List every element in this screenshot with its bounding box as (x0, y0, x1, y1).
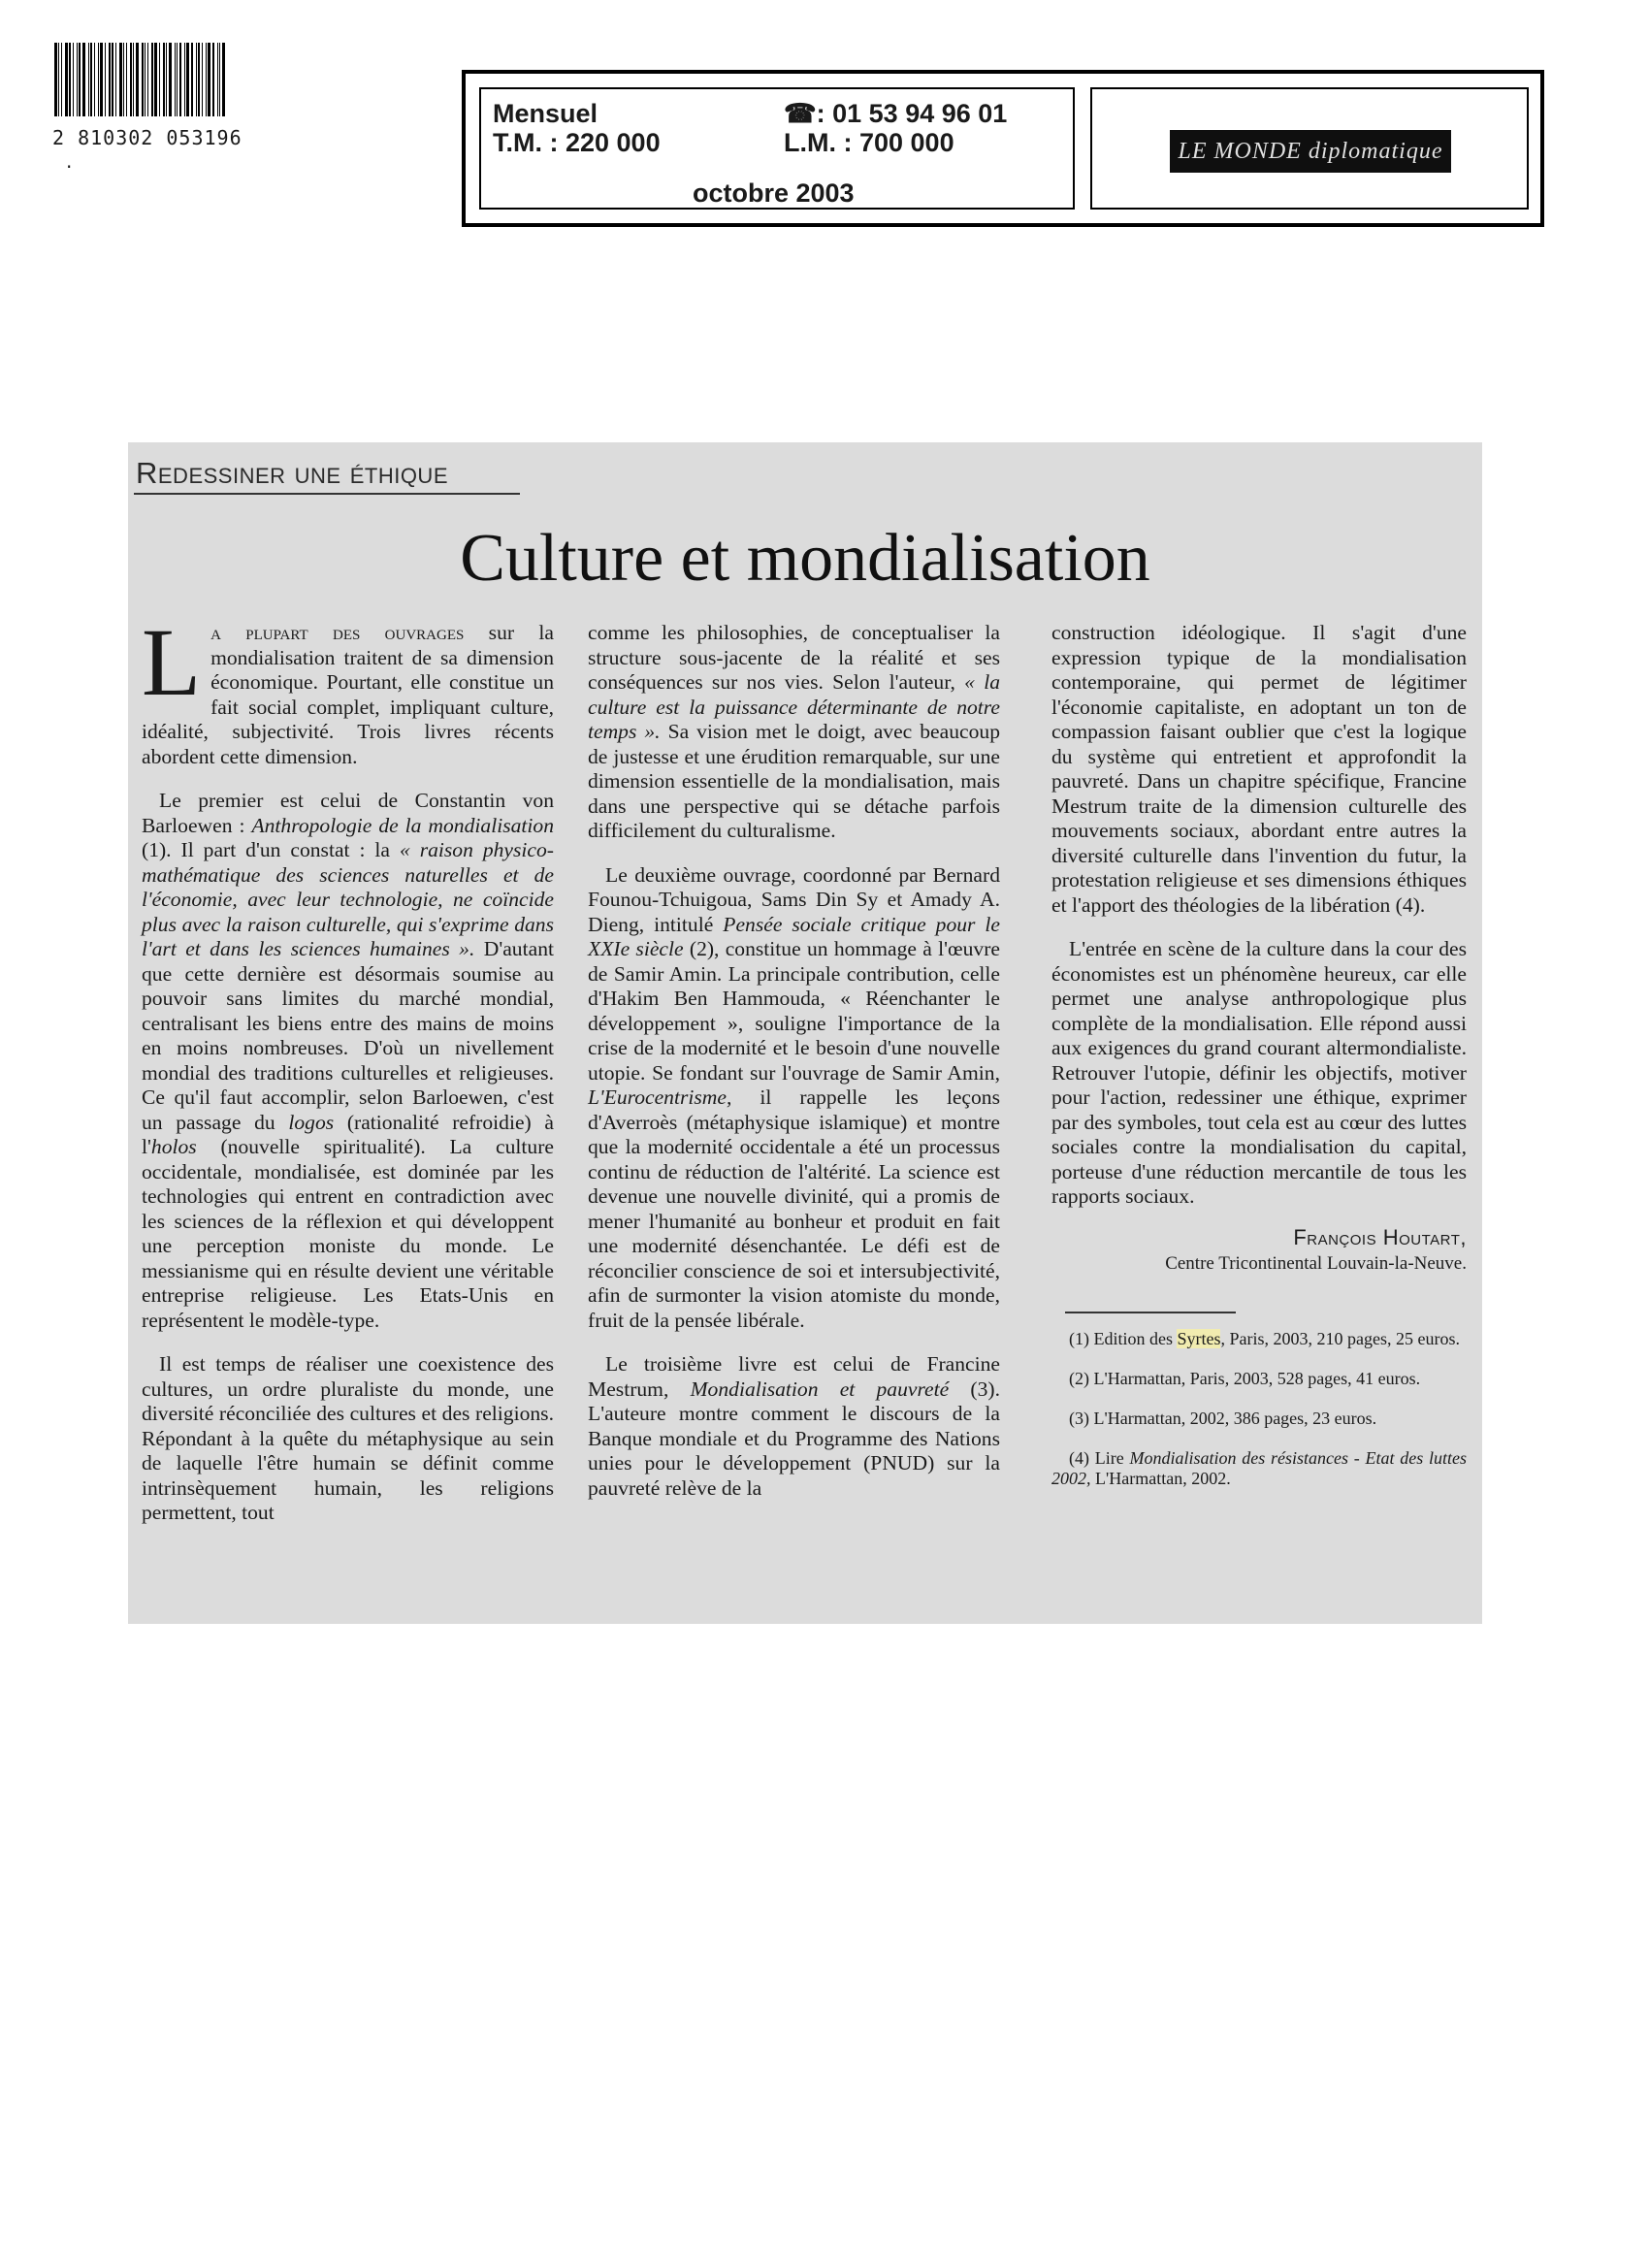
barcode-mark: · (66, 155, 73, 178)
barcode-bar (109, 43, 111, 116)
barcode-bar (175, 43, 176, 116)
section-kicker: Redessiner une éthique (136, 456, 448, 490)
barcode-bar (196, 43, 197, 116)
footnote-3: (3) L'Harmattan, 2002, 386 pages, 23 euros. (1069, 1408, 1377, 1428)
barcode-bar (179, 43, 181, 116)
frequency: Mensuel (493, 99, 598, 128)
barcode-bar (154, 43, 157, 116)
barcode-bar (151, 43, 153, 116)
barcode-bar (166, 43, 167, 116)
barcode-bar (163, 43, 165, 116)
paragraph-ideological: construction idéologique. Il s'agit d'une expression typique de la mondialisation contemporaine, qui permet de légitimer l'économie capitaliste, en adoptant un ton de compassion faisant oublier que c'est la logique du système qui entretient et approfondit la pauvreté. Dans un chapitre spécifique, Francine Mestrum traite de la dimension culturelle des mouvements sociaux, abordant entre autres la diversité culturelle dans l'invention du futur, la protestation religieuse et ses dimensions éthiques et l'apport des théologies de la libération (4). (1051, 621, 1467, 917)
barcode-bars (54, 43, 270, 120)
barcode-number: 2 810302 053196 (52, 126, 242, 149)
barcode-bar (169, 43, 172, 116)
paragraph-barloewen: Le premier est celui de Constantin von Barloewen : Anthropologie de la mondialisation (1). Il part d'un constat : la « raison physico-mathématique des sciences naturelles et de l'économie, avec leur technologie, ne coïncide plus avec la raison culturelle, qui s'exprime dans l'art et dans les sciences humaines ». D'autant que cette dernière est désormais soumise au pouvoir sans limites du marché mondial, centralisant les biens entre des mains de moins en moins nombreuses. D'où un nivellement mondial des traditions culturelles et religieuses. Ce qu'il faut accomplir, selon Barloewen, c'est un passage du logos (rationalité refroidie) à l'holos (nouvelle spiritualité). La culture occidentale, mondialisée, est dominée par les technologies qui entrent en contradiction avec les sciences de la réflexion et qui développent une perception moniste du monde. Le messianisme qui en résulte devient une véritable entreprise religieuse. Les Etats-Unis en représentent le modèle-type. (142, 789, 554, 1332)
barcode-bar (186, 43, 189, 116)
barcode-bar (130, 43, 132, 116)
paragraph-coexistence: Il est temps de réaliser une coexistence des cultures, un ordre pluraliste du monde, une diversité réconciliée des cultures et des religions. Répondant à la quête du métaphysique au sein de laquelle l'être humain se définit comme intrinsèquement humain, les religions permettent, tout (142, 1352, 554, 1524)
barcode-bar (73, 43, 74, 116)
newspaper-logo: LE MONDE diplomatique (1170, 130, 1451, 173)
barcode-bar (61, 43, 62, 116)
article-clipping (128, 442, 1482, 1624)
footnote-4: (4) Lire Mondialisation des résistances - Etat des luttes 2002, L'Harmattan, 2002. (1051, 1447, 1467, 1488)
footnote-divider (1065, 1312, 1236, 1313)
footnote-2: (2) L'Harmattan, Paris, 2003, 528 pages, 41 euros. (1069, 1368, 1421, 1388)
paragraph-third-book: Le troisième livre est celui de Francine Mestrum, Mondialisation et pauvreté (3). L'auteure montre comment le discours de la Banque mondiale et du Programme des Nations unies pour le développement (PNUD) sur la pauvreté relève de la (588, 1352, 1000, 1500)
barcode-bar (145, 43, 146, 116)
barcode-bar (105, 43, 106, 116)
barcode (52, 43, 270, 149)
barcode-bar (58, 43, 59, 116)
barcode-bar (159, 43, 160, 116)
barcode-bar (88, 43, 89, 116)
barcode-bar (100, 43, 103, 116)
barcode-bar (69, 43, 71, 116)
barcode-bar (54, 43, 57, 116)
barcode-bar (142, 43, 144, 116)
barcode-bar (202, 43, 203, 116)
barcode-bar (147, 43, 148, 116)
barcode-bar (79, 43, 81, 116)
barcode-bar (212, 43, 214, 116)
barcode-bar (115, 43, 116, 116)
barcode-bar (219, 43, 220, 116)
paragraph-conclusion: L'entrée en scène de la culture dans la cour des économistes est un phénomène heureux, car elle permet une analyse anthropologique plus complète de la mondialisation. Elle répond aussi aux exigences du grand courant altermondialiste. Retrouver l'utopie, définir les objectifs, motiver pour l'action, redessiner une éthique, exprimer par des symboles, tout cela est au cœur des luttes sociales contre la mondialisation du capital, porteuse d'une réduction mercantile de tous les rapports sociaux. (1051, 937, 1467, 1208)
issue-date: octobre 2003 (693, 178, 855, 208)
barcode-bar (94, 43, 95, 116)
barcode-bar (136, 43, 139, 116)
print-run: T.M. : 220 000 (493, 128, 661, 157)
column-1 (142, 608, 554, 1526)
press-header (462, 70, 1544, 227)
barcode-bar (98, 43, 99, 116)
barcode-bar (77, 43, 78, 116)
paragraph-second-book: Le deuxième ouvrage, coordonné par Bernard Founou-Tchuigoua, Sams Din Sy et Amady A. Dieng, intitulé Pensée sociale critique pour le XXIe siècle (2), constitue un hommage à l'œuvre de Samir Amin. La principale contribution, celle d'Hakim Ben Hammouda, « Réenchanter le développement », souligne l'importance de la crise de la modernité et le besoin d'une nouvelle utopie. Se fondant sur l'ouvrage de Samir Amin, L'Eurocentrisme, il rappelle les leçons d'Averroès (métaphysique islamique) et montre que la modernité occidentale a été un processus continu de réduction de l'altérité. La science est devenue une nouvelle divinité, qui a promis de mener l'humanité au bonheur et produit en fait une modernité désenchantée. Le défi est de réconcilier conscience de soi et intersubjectivité, afin de surmonter la vision atomiste du monde, fruit de la pensée libérale. (588, 862, 1000, 1332)
press-logo-box (1090, 87, 1529, 210)
barcode-bar (126, 43, 127, 116)
barcode-bar (123, 43, 124, 116)
barcode-bar (184, 43, 185, 116)
barcode-bar (82, 43, 85, 116)
author-affiliation: Centre Tricontinental Louvain-la-Neuve. (1165, 1253, 1467, 1274)
barcode-bar (222, 43, 225, 116)
article-headline: Culture et mondialisation (460, 521, 1150, 596)
readership: L.M. : 700 000 (784, 128, 954, 157)
footnote-1: (1) Edition des Syrtes, Paris, 2003, 210 pages, 25 euros. (1069, 1328, 1460, 1348)
barcode-bar (65, 43, 68, 116)
telephone-icon: ☎ (784, 99, 817, 128)
paragraph-intro: La plupart des ouvrages sur la mondialisation traitent de sa dimension économique. Pourtant, elle constitue un fait social complet, impliquant culture, idéalité, subjectivité. Trois livres récents abordent cette dimension. (142, 608, 554, 768)
barcode-bar (112, 43, 113, 116)
barcode-bar (208, 43, 210, 116)
kicker-underline (134, 493, 520, 495)
author-signature: François Houtart, (1293, 1224, 1467, 1249)
column-2 (588, 621, 1000, 1501)
barcode-bar (177, 43, 178, 116)
barcode-bar (133, 43, 134, 116)
phone-line (784, 99, 1007, 129)
barcode-bar (191, 43, 193, 116)
paragraph-philosophies: comme les philosophies, de conceptualiser la structure sous-jacente de la réalité et ses conséquences sur nos vies. Selon l'auteur, « la culture est la puissance déterminante de notre temps ». Sa vision met le doigt, avec beaucoup de justesse et une érudition remarquable, sur une dimension essentielle de la mondialisation, mais dans une perspective qui se détache parfois difficilement du culturalisme. (588, 621, 1000, 842)
barcode-bar (198, 43, 200, 116)
barcode-bar (206, 43, 207, 116)
press-info-box (479, 87, 1075, 210)
barcode-bar (90, 43, 92, 116)
barcode-bar (119, 43, 122, 116)
column-3 (1051, 621, 1467, 1489)
barcode-bar (217, 43, 218, 116)
phone-number: : 01 53 94 96 01 (816, 99, 1008, 128)
drop-cap: L (142, 608, 202, 716)
